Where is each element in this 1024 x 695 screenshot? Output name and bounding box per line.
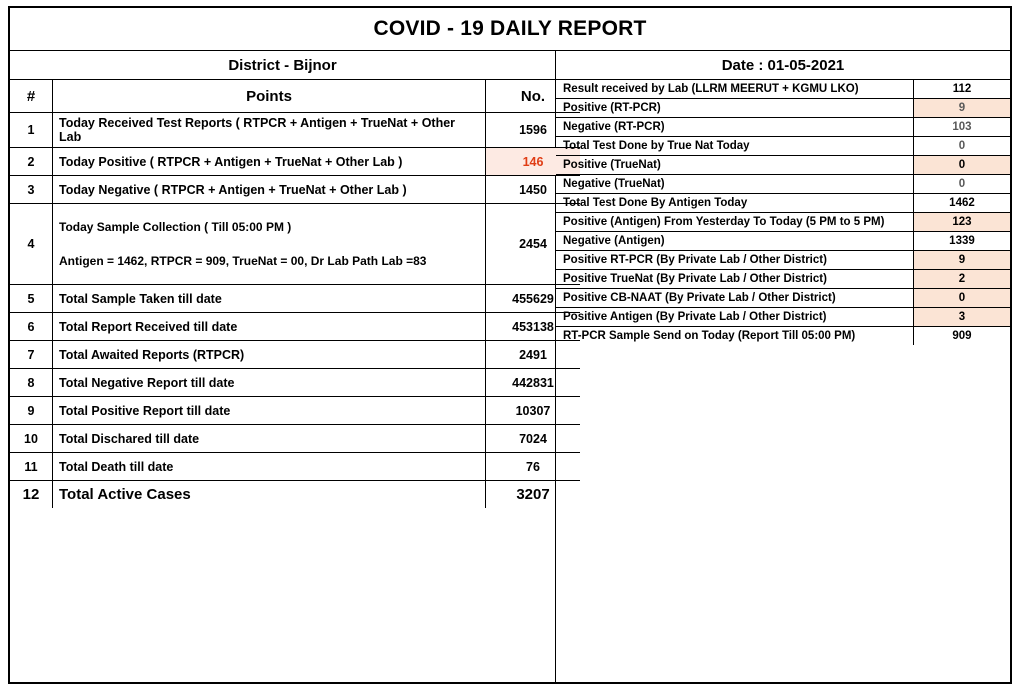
table-row <box>556 308 1010 327</box>
row-value: 3207 <box>516 486 550 503</box>
row-label: Positive (RT-PCR) <box>556 99 913 118</box>
row-value: 1450 <box>486 176 581 204</box>
row-value: 2 <box>913 270 1010 289</box>
column-header-points: Points <box>53 80 486 113</box>
row-value: 103 <box>913 118 1010 137</box>
row-label: Negative (TrueNat) <box>556 175 913 194</box>
row-label: Total Positive Report till date <box>53 397 486 425</box>
table-row <box>10 148 580 176</box>
table-row <box>10 285 580 313</box>
report-date: Date : 01-05-2021 <box>556 51 1010 80</box>
right-panel <box>556 51 1010 682</box>
row-value: 112 <box>913 80 1010 99</box>
row-label: Total Active Cases <box>53 481 486 509</box>
row-label: Positive RT-PCR (By Private Lab / Other District) <box>556 251 913 270</box>
row-value: 123 <box>913 213 1010 232</box>
row-label: Total Negative Report till date <box>53 369 486 397</box>
row-label: Total Report Received till date <box>53 313 486 341</box>
row-value: 0 <box>913 156 1010 175</box>
row-label-primary: Today Sample Collection ( Till 05:00 PM ) <box>59 220 292 234</box>
row-label: Total Test Done By Antigen Today <box>556 194 913 213</box>
row-label: Today Received Test Reports ( RTPCR + Antigen + TrueNat + Other Lab <box>53 113 486 148</box>
row-index: 11 <box>10 453 53 481</box>
row-value-highlight: 146 <box>486 148 581 176</box>
table-row <box>556 137 1010 156</box>
table-row <box>556 80 1010 99</box>
row-index: 9 <box>10 397 53 425</box>
row-label <box>53 204 486 285</box>
row-label: Positive (TrueNat) <box>556 156 913 175</box>
table-row <box>556 213 1010 232</box>
row-label: Negative (RT-PCR) <box>556 118 913 137</box>
table-row <box>556 194 1010 213</box>
row-value: 0 <box>913 175 1010 194</box>
row-value: 453138 <box>486 313 581 341</box>
report-title-row <box>10 8 1010 51</box>
row-value: 7024 <box>486 425 581 453</box>
row-label: Positive (Antigen) From Yesterday To Today (5 PM to 5 PM) <box>556 213 913 232</box>
table-row <box>10 204 580 285</box>
row-index: 5 <box>10 285 53 313</box>
district-summary-table <box>10 80 580 508</box>
row-value: 1339 <box>913 232 1010 251</box>
table-row <box>10 453 580 481</box>
table-row <box>10 481 580 509</box>
row-value: 1462 <box>913 194 1010 213</box>
row-label: RT-PCR Sample Send on Today (Report Till 05:00 PM) <box>556 327 913 346</box>
table-row <box>556 99 1010 118</box>
row-label: Total Dischared till date <box>53 425 486 453</box>
table-row <box>556 270 1010 289</box>
row-label: Total Sample Taken till date <box>53 285 486 313</box>
table-row <box>10 176 580 204</box>
row-value: 0 <box>913 137 1010 156</box>
row-index: 6 <box>10 313 53 341</box>
row-index: 3 <box>10 176 53 204</box>
row-label: Result received by Lab (LLRM MEERUT + KGMU LKO) <box>556 80 913 99</box>
table-row <box>556 327 1010 346</box>
row-index: 10 <box>10 425 53 453</box>
row-value: 0 <box>913 289 1010 308</box>
table-row <box>10 425 580 453</box>
table-row <box>10 369 580 397</box>
table-header-row <box>10 80 580 113</box>
report-body <box>10 51 1010 682</box>
table-row <box>556 156 1010 175</box>
row-value: 76 <box>486 453 581 481</box>
column-header-index: # <box>10 80 53 113</box>
row-label-secondary: Antigen = 1462, RTPCR = 909, TrueNat = 00, Dr Lab Path Lab =83 <box>59 254 427 268</box>
column-header-no: No. <box>486 80 581 113</box>
table-row <box>556 289 1010 308</box>
row-index: 2 <box>10 148 53 176</box>
row-label: Total Awaited Reports (RTPCR) <box>53 341 486 369</box>
row-index: 4 <box>10 204 53 285</box>
row-value: 3 <box>913 308 1010 327</box>
row-label: Positive TrueNat (By Private Lab / Other District) <box>556 270 913 289</box>
row-index: 12 <box>10 481 53 509</box>
row-index: 1 <box>10 113 53 148</box>
table-row <box>10 313 580 341</box>
row-value: 455629 <box>486 285 581 313</box>
row-value: 10307 <box>486 397 581 425</box>
row-index: 8 <box>10 369 53 397</box>
row-label: Positive Antigen (By Private Lab / Other District) <box>556 308 913 327</box>
row-value: 1596 <box>486 113 581 148</box>
page-title: COVID - 19 DAILY REPORT <box>373 17 647 40</box>
lab-breakdown-table <box>556 80 1010 345</box>
row-value: 909 <box>952 330 972 342</box>
row-label: Total Death till date <box>53 453 486 481</box>
table-row <box>10 397 580 425</box>
table-row <box>556 118 1010 137</box>
row-index: 7 <box>10 341 53 369</box>
row-value: 2454 <box>486 204 581 285</box>
table-row <box>556 232 1010 251</box>
row-label: Negative (Antigen) <box>556 232 913 251</box>
row-label: Today Negative ( RTPCR + Antigen + TrueNat + Other Lab ) <box>53 176 486 204</box>
report-container <box>8 6 1012 684</box>
row-value: 2491 <box>486 341 581 369</box>
left-panel <box>10 51 556 682</box>
table-row <box>556 175 1010 194</box>
row-value: 442831 <box>486 369 581 397</box>
row-label: Total Test Done by True Nat Today <box>556 137 913 156</box>
table-row <box>10 341 580 369</box>
row-value: 9 <box>913 99 1010 118</box>
row-label: Today Positive ( RTPCR + Antigen + TrueNat + Other Lab ) <box>53 148 486 176</box>
row-value: 9 <box>913 251 1010 270</box>
row-label: Positive CB-NAAT (By Private Lab / Other District) <box>556 289 913 308</box>
table-row <box>10 113 580 148</box>
district-heading: District - Bijnor <box>10 51 555 80</box>
table-row <box>556 251 1010 270</box>
